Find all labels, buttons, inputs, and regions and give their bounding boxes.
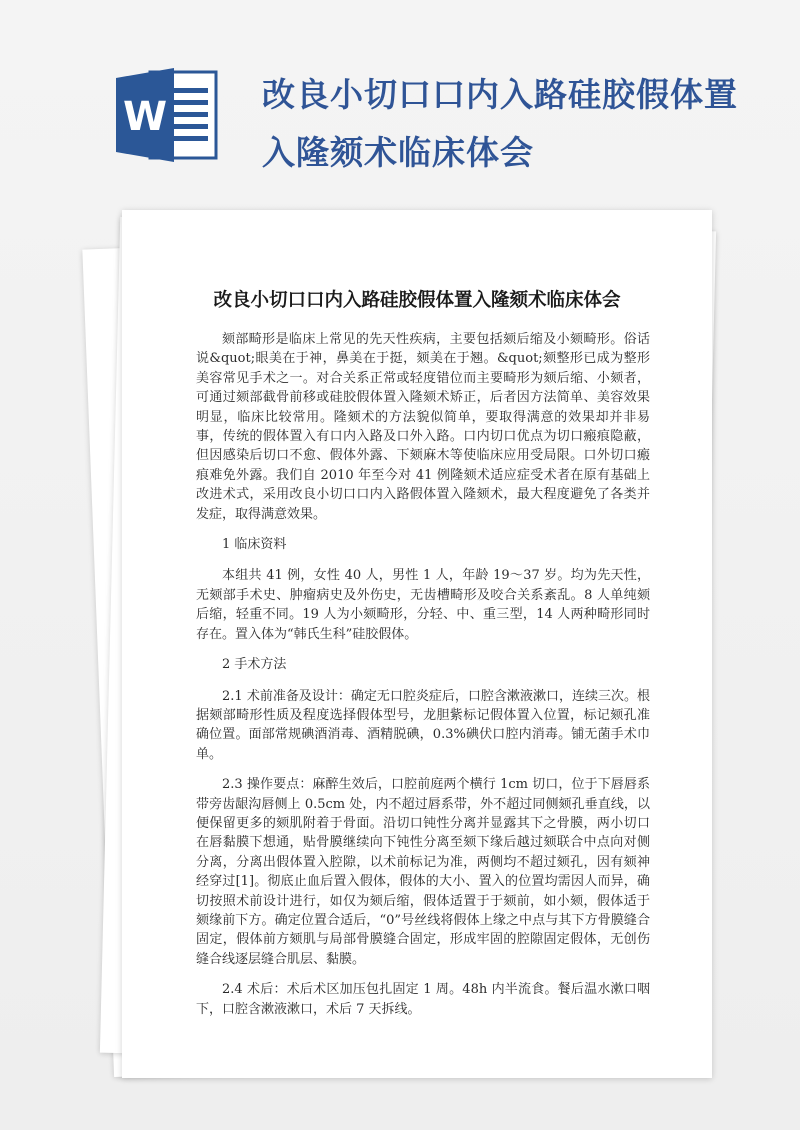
postoperative-paragraph: 2.4 术后：术后术区加压包扎固定 1 周。48h 内半流食。餐后温水漱口咽下，口腔含漱液漱口，术后 7 天拆线。 (196, 982, 650, 1017)
document-body (196, 330, 650, 1030)
word-document-icon (112, 66, 224, 164)
operation-paragraph: 2.3 操作要点：麻醉生效后，口腔前庭两个横行 1cm 切口，位于下唇唇系带旁齿龈沟唇侧上 0.5cm 处，内不超过唇系带，外不超过同侧颏孔垂直线，以便保留更多的颏肌附着于骨面。沿切口钝性分离并显露其下之骨膜，两小切口在唇黏膜下想通，贴骨膜继续向下钝性分离至颏下缘后越过颏联合中点向对侧分离，分离出假体置入腔隙，以术前标记为准，两侧均不超过颏孔，因有颏神经穿过[1]。彻底止血后置入假体，假体的大小、置入的位置均需因人而异，确切按照术前设计进行，如仅为颏后缩，假体适置于于颏前，如小颏，假体适于颏缘前下方。确定位置合适后，“0”号丝线将假体上缘之中点与其下方骨膜缝合固定，假体前方颏肌与局部骨膜缝合固定，形成牢固的腔隙固定假体，无创伤缝合线逐层缝合肌层、黏膜。 (196, 777, 650, 967)
page-title: 改良小切口口内入路硅胶假体置入隆颏术临床体会 (262, 75, 738, 172)
section-heading-surgical-method: 2 手术方法 (222, 657, 287, 673)
preoperative-paragraph: 2.1 术前准备及设计：确定无口腔炎症后，口腔含漱液漱口，连续三次。根据颏部畸形性质及程度选择假体型号，龙胆紫标记假体置入位置，标记颏孔准确位置。面部常规碘酒消毒、酒精脱碘，0.3%碘伏口腔内消毒。铺无菌手术巾单。 (196, 688, 650, 762)
document-title: 改良小切口口内入路硅胶假体置入隆颏术临床体会 (213, 290, 621, 311)
intro-paragraph: 颏部畸形是临床上常见的先天性疾病，主要包括颏后缩及小颏畸形。俗话说&quot;眼美在于神，鼻美在于挺，颏美在于翘。&quot;颏整形已成为整形美容常见手术之一。对合关系正常或轻度错位而主要畸形为颏后缩、小颏者，可通过颏部截骨前移或硅胶假体置入隆颏术矫正，后者因方法简单、美容效果明显，临床比较常用。隆颏术的方法貌似简单，要取得满意的效果却并非易事，传统的假体置入有口内入路及口外入路。口内切口优点为切口瘢痕隐蔽，但因感染后切口不愈、假体外露、下颏麻木等使临床应用受局限。口外切口瘢痕难免外露。我们自 2010 年至今对 41 例隆颏术适应症受术者在原有基础上改进术式，采用改良小切口口内入路假体置入隆颏术，最大程度避免了各类并发症，取得满意效果。 (196, 332, 650, 522)
clinical-data-paragraph: 本组共 41 例，女性 40 人，男性 1 人，年龄 19～37 岁。均为先天性，无颏部手术史、肿瘤病史及外伤史，无齿槽畸形及咬合关系紊乱。8 人单纯颏后缩，轻重不同。19 人为小颏畸形，分轻、中、重三型，14 人两种畸形同时存在。置入体为“韩氏生科”硅胶假体。 (196, 568, 650, 642)
svg-text:W: W (122, 94, 168, 140)
section-heading-clinical-data: 1 临床资料 (222, 537, 287, 553)
